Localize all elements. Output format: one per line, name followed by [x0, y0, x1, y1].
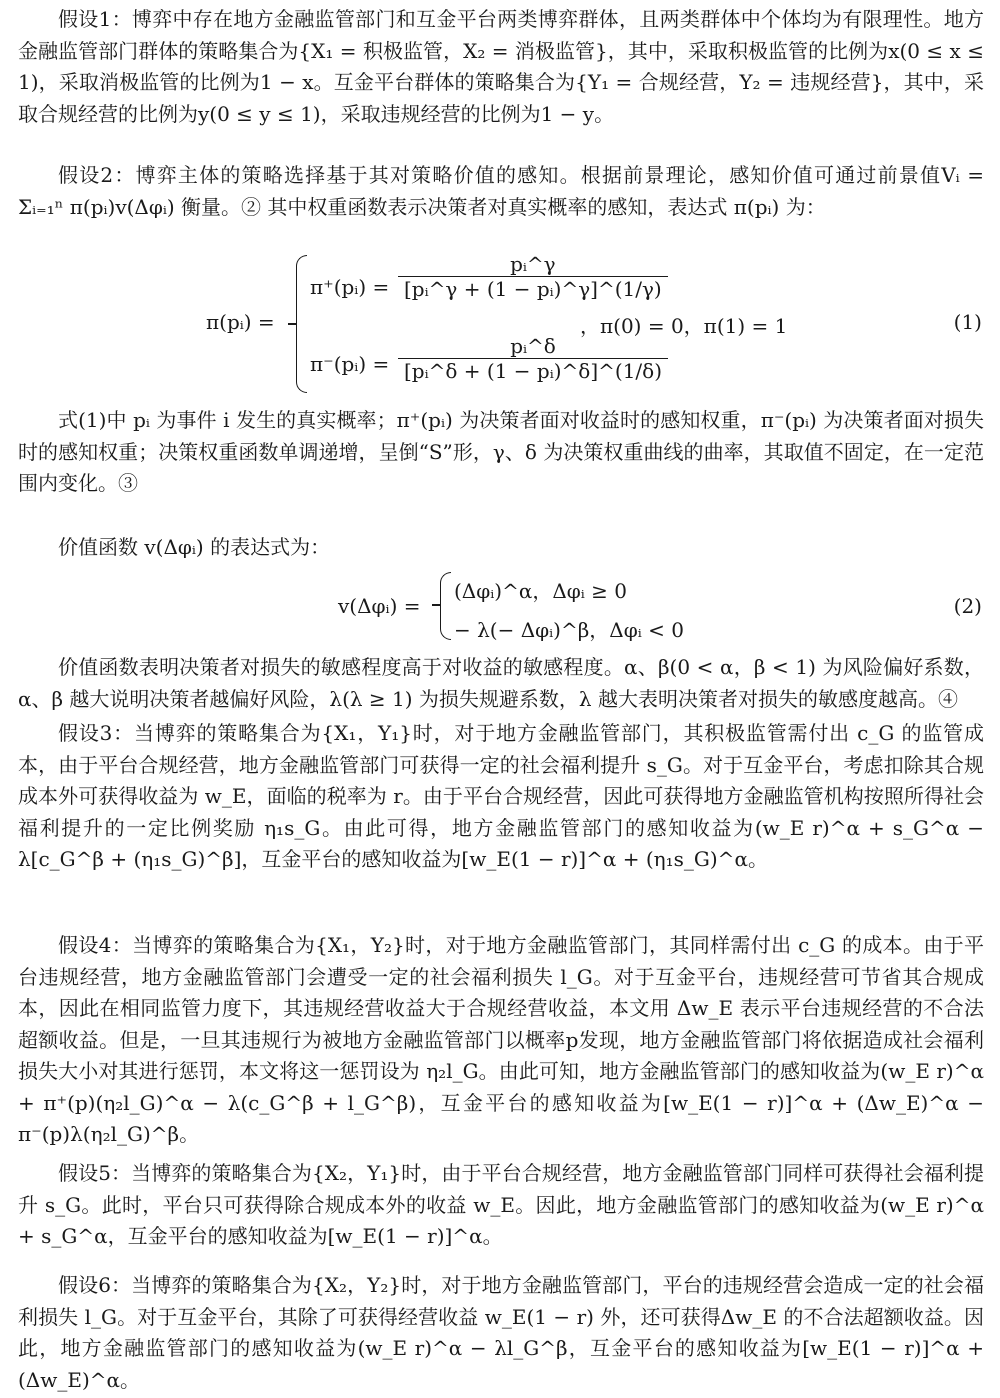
equation-1-brace-tip	[288, 323, 296, 325]
paragraph-assumption-5: 假设5：当博弈的策略集合为{X₂，Y₁}时，由于平台合规经营，地方金融监管部门同样可获得社会福利提升 s_G。此时，平台只可获得除合规成本外的收益 w_E。因此，地方金融监管部门的感知收益为(w_E r)^α + s_G^α，互金平台的感知收益为[w_E(1 − r)]^α。	[18, 1161, 984, 1248]
paragraph-assumption-1: 假设1：博弈中存在地方金融监管部门和互金平台两类博弈群体，且两类群体中个体均为有限理性。地方金融监管部门群体的策略集合为{X₁ = 积极监管，X₂ = 消极监管}，其中，采取积极监管的比例为x(0 ≤ x ≤ 1)，采取消极监管的比例为1 − x。互金平台群体的策略集合为{Y₁ = 合规经营，Y₂ = 违规经营}，其中，采取合规经营的比例为y(0 ≤ y ≤ 1)，采取违规经营的比例为1 − y。	[18, 7, 984, 126]
paragraph-assumption-6: 假设6：当博弈的策略集合为{X₂，Y₂}时，对于地方金融监管部门，平台的违规经营会造成一定的社会福利损失 l_G。对于互金平台，其除了可获得经营收益 w_E(1 − r) 外，还可获得Δw_E 的不合法超额收益。因此，地方金融监管部门的感知收益为(w_E r)^α − λl_G^β，互金平台的感知收益为[w_E(1 − r)]^α + (Δw_E)^α。	[18, 1273, 984, 1392]
equation-1-brace	[296, 255, 307, 393]
equation-1-number: (1)	[953, 310, 982, 334]
equation-1-minus-denominator: [pᵢ^δ + (1 − pᵢ)^δ]^(1/δ)	[398, 358, 668, 383]
equation-1-plus-numerator: pᵢ^γ	[510, 252, 556, 276]
paragraph-assumption-2: 假设2：博弈主体的策略选择基于其对策略价值的感知。根据前景理论，感知价值可通过前景值Vᵢ = Σᵢ₌₁ⁿ π(pᵢ)v(Δφᵢ) 衡量。② 其中权重函数表示决策者对真实概率的感知，表达式 π(pᵢ) 为：	[18, 163, 984, 219]
equation-2-lhs: v(Δφᵢ) =	[338, 594, 421, 618]
equation-2-brace	[440, 572, 451, 640]
equation-1-minus-numerator: pᵢ^δ	[510, 334, 556, 358]
equation-2-case-negative: − λ(− Δφᵢ)^β，Δφᵢ < 0	[454, 618, 684, 642]
equation-1-lhs: π(pᵢ) =	[206, 310, 275, 334]
paragraph-value-function-intro: 价值函数 v(Δφᵢ) 的表达式为：	[58, 535, 331, 559]
equation-1-plus-fraction	[398, 252, 668, 301]
equation-2-brace-tip	[432, 604, 440, 606]
paragraph-assumption-3: 假设3：当博弈的策略集合为{X₁，Y₁}时，对于地方金融监管部门，其积极监管需付出 c_G 的监管成本，由于平台合规经营，地方金融监管部门可获得一定的社会福利提升 s_G。对于互金平台，考虑扣除其合规成本外可获得收益为 w_E，面临的税率为 r。由于平台合规经营，因此可获得地方金融监管机构按照所得社会福利提升的一定比例奖励 η₁s_G。由此可得，地方金融监管部门的感知收益为(w_E r)^α + s_G^α − λ[c_G^β + (η₁s_G)^β]，互金平台的感知收益为[w_E(1 − r)]^α + (η₁s_G)^α。	[18, 721, 984, 871]
equation-1-plus-lhs: π⁺(pᵢ) =	[310, 275, 390, 299]
equation-1-minus-fraction	[398, 334, 668, 383]
equation-1-plus-denominator: [pᵢ^γ + (1 − pᵢ)^γ]^(1/γ)	[398, 276, 668, 301]
equation-2-number: (2)	[953, 594, 982, 618]
paragraph-value-function-explanation: 价值函数表明决策者对损失的敏感程度高于对收益的敏感程度。α、β(0 < α，β < 1) 为风险偏好系数，α、β 越大说明决策者越偏好风险，λ(λ ≥ 1) 为损失规避系数，λ 越大表明决策者对损失的敏感度越高。④	[18, 655, 984, 711]
equation-1-tail: ，π(0) = 0，π(1) = 1	[580, 314, 788, 338]
equation-2-case-positive: (Δφᵢ)^α，Δφᵢ ≥ 0	[454, 579, 628, 603]
paragraph-assumption-4: 假设4：当博弈的策略集合为{X₁，Y₂}时，对于地方金融监管部门，其同样需付出 c_G 的成本。由于平台违规经营，地方金融监管部门会遭受一定的社会福利损失 l_G。对于互金平台，违规经营可节省其合规成本，因此在相同监管力度下，其违规经营收益大于合规经营收益，本文用 Δw_E 表示平台违规经营的不合法超额收益。但是，一旦其违规行为被地方金融监管部门以概率p发现，地方金融监管部门将依据造成社会福利损失大小对其进行惩罚，本文将这一惩罚设为 η₂l_G。由此可知，地方金融监管部门的感知收益为(w_E r)^α + π⁺(p)(η₂l_G)^α − λ(c_G^β + l_G^β)，互金平台的感知收益为[w_E(1 − r)]^α + (Δw_E)^α − π⁻(p)λ(η₂l_G)^β。	[18, 933, 984, 1146]
equation-1-minus-lhs: π⁻(pᵢ) =	[310, 352, 390, 376]
paragraph-weight-explanation: 式(1)中 pᵢ 为事件 i 发生的真实概率；π⁺(pᵢ) 为决策者面对收益时的感知权重，π⁻(pᵢ) 为决策者面对损失时的感知权重；决策权重函数单调递增，呈倒“S”形，γ、δ 为决策权重曲线的曲率，其取值不固定，在一定范围内变化。③	[18, 408, 984, 495]
